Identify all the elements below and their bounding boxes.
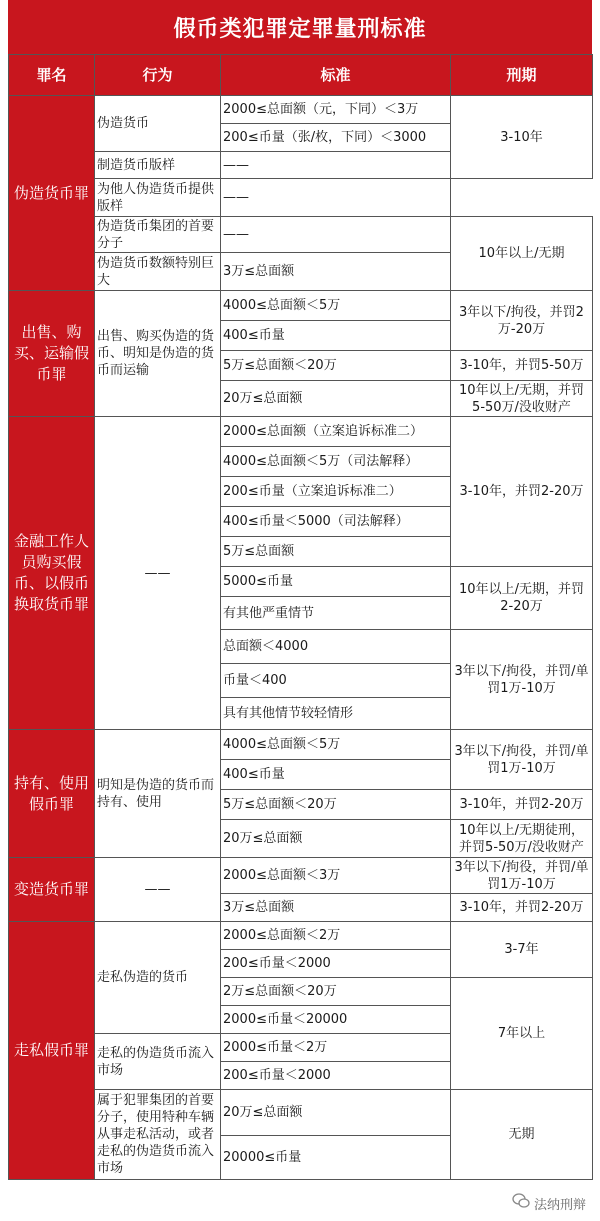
page-title: 假币类犯罪定罪量刑标准 [8,0,592,54]
act-cell: 属于犯罪集团的首要分子，使用特种车辆从事走私活动，或者走私的伪造货币流入市场 [95,1090,221,1180]
act-cell: 制造货币版样 [95,152,221,179]
penalty-cell: 3-10年，并罚2-20万 [451,790,593,820]
crime-name: 金融工作人员购买假币、以假币换取货币罪 [9,417,95,730]
penalty-cell: 无期 [451,1090,593,1180]
standard-cell: 20万≤总面额 [221,820,451,858]
standard-cell: 2000≤总面额＜3万 [221,858,451,894]
penalty-cell: 3-10年，并罚2-20万 [451,894,593,922]
standard-cell: 5万≤总面额＜20万 [221,790,451,820]
act-cell: —— [95,858,221,922]
header-penalty: 刑期 [451,55,593,96]
standard-cell: 400≤币量 [221,760,451,790]
act-cell: 出售、购买伪造的货币、明知是伪造的货币而运输 [95,291,221,417]
header-row [9,55,593,96]
act-cell: 明知是伪造的货币而持有、使用 [95,730,221,858]
standard-cell: 4000≤总面额＜5万（司法解释） [221,447,451,477]
penalty-cell: 3年以下/拘役，并罚/单罚1万-10万 [451,630,593,730]
standard-cell: 2000≤总面额（立案追诉标准二） [221,417,451,447]
act-cell: 伪造货币集团的首要分子 [95,217,221,253]
penalty-cell: 10年以上/无期，并罚2-20万 [451,567,593,630]
standard-cell: 2000≤币量＜2万 [221,1034,451,1062]
standard-cell: 2000≤币量＜20000 [221,1006,451,1034]
crime-name: 持有、使用假币罪 [9,730,95,858]
penalty-cell: 3-10年 [451,96,593,179]
standard-cell: 5万≤总面额 [221,537,451,567]
table-row [9,179,593,217]
standard-cell: 2000≤总面额＜2万 [221,922,451,950]
standard-cell: 200≤币量（张/枚，下同）＜3000 [221,124,451,152]
standard-cell: 3万≤总面额 [221,253,451,291]
standard-cell: 有其他严重情节 [221,597,451,630]
crime-name: 出售、购买、运输假币罪 [9,291,95,417]
crime-name: 变造货币罪 [9,858,95,922]
penalty-cell: 10年以上/无期，并罚5-50万/没收财产 [451,381,593,417]
sentencing-table [8,54,593,1180]
table-row [9,217,593,253]
table-row [9,1090,593,1136]
table-row [9,417,593,447]
penalty-cell: 3年以下/拘役，并罚2万-20万 [451,291,593,351]
watermark-text: 法纳刑辩 [533,1197,586,1213]
act-cell: 走私的伪造货币流入市场 [95,1034,221,1090]
act-cell: 为他人伪造货币提供版样 [95,179,221,217]
standard-cell: 4000≤总面额＜5万 [221,291,451,321]
standard-cell: 具有其他情节较轻情形 [221,698,451,730]
penalty-cell: 10年以上/无期徒刑，并罚5-50万/没收财产 [451,820,593,858]
standard-cell: 20000≤币量 [221,1136,451,1180]
header-act: 行为 [95,55,221,96]
penalty-cell: 7年以上 [451,978,593,1090]
penalty-cell: 3-7年 [451,922,593,978]
standard-cell: 5000≤币量 [221,567,451,597]
standard-cell: 200≤币量（立案追诉标准二） [221,477,451,507]
standard-cell: —— [221,152,451,179]
standard-cell: 5万≤总面额＜20万 [221,351,451,381]
act-cell: 伪造货币数额特别巨大 [95,253,221,291]
act-cell: 伪造货币 [95,96,221,152]
standard-cell: 20万≤总面额 [221,1090,451,1136]
act-cell: 走私伪造的货币 [95,922,221,1034]
penalty-cell: 10年以上/无期 [451,217,593,291]
standard-cell: —— [221,217,451,253]
standard-cell: 总面额＜4000 [221,630,451,664]
penalty-cell: 3-10年，并罚5-50万 [451,351,593,381]
table-row [9,96,593,124]
standard-cell: 400≤币量 [221,321,451,351]
table-row [9,291,593,321]
header-crime: 罪名 [9,55,95,96]
crime-name: 伪造货币罪 [9,96,95,291]
table-row [9,922,593,950]
table-row [9,730,593,760]
watermark [512,1193,586,1213]
act-cell: —— [95,417,221,730]
standard-cell: 20万≤总面额 [221,381,451,417]
penalty-cell: 3-10年，并罚2-20万 [451,417,593,567]
standard-cell: 币量＜400 [221,664,451,698]
standard-cell: 2万≤总面额＜20万 [221,978,451,1006]
header-standard: 标准 [221,55,451,96]
standard-cell: 4000≤总面额＜5万 [221,730,451,760]
standard-cell: 2000≤总面额（元，下同）＜3万 [221,96,451,124]
penalty-cell: 3年以下/拘役，并罚/单罚1万-10万 [451,858,593,894]
standard-cell: 3万≤总面额 [221,894,451,922]
table-row [9,858,593,894]
standard-cell: —— [221,179,451,217]
standard-cell: 200≤币量＜2000 [221,1062,451,1090]
penalty-cell: 3年以下/拘役，并罚/单罚1万-10万 [451,730,593,790]
wechat-icon [512,1193,530,1213]
crime-name: 走私假币罪 [9,922,95,1180]
standard-cell: 400≤币量＜5000（司法解释） [221,507,451,537]
standard-cell: 200≤币量＜2000 [221,950,451,978]
